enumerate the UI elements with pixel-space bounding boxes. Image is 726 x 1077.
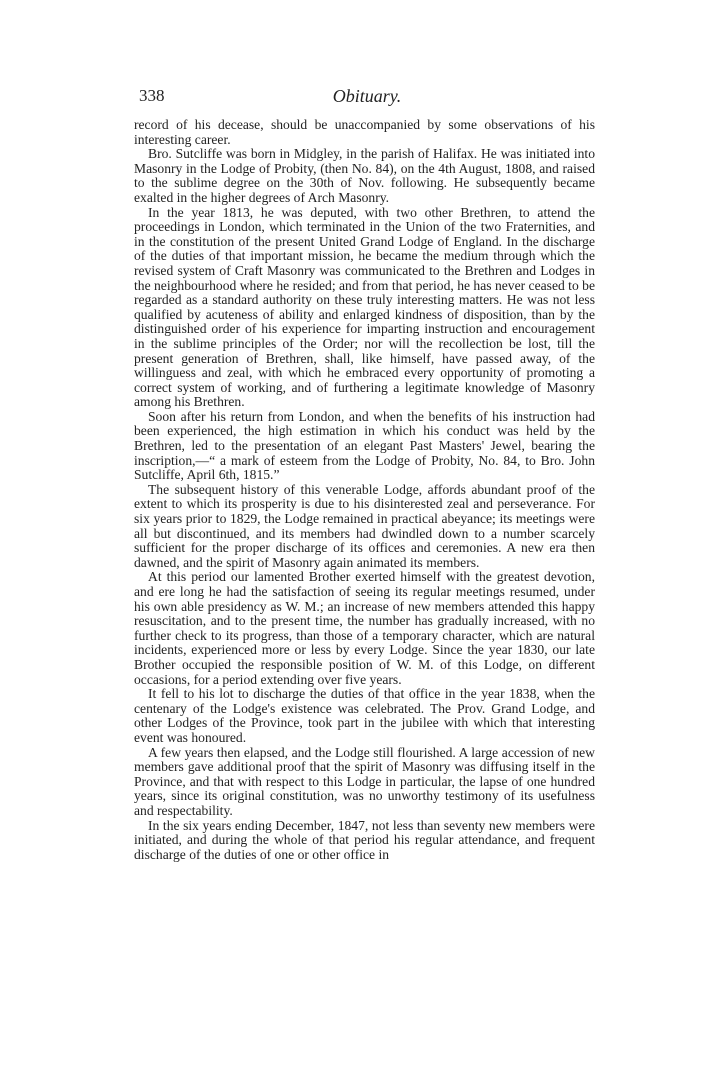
paragraph-london-mission: In the year 1813, he was deputed, with two other Brethren, to attend the proceedings in London, which terminated in the Union of the two Fraternities, and in the constitution of the present United Grand Lodge of England. In the discharge of the duties of that important mission, he became the medium through which the revised system of Craft Masonry was communicated to the Brethren and Lodges in the neighbourhood where he resided; and from that period, he has never ceased to be regarded as a standard authority on these truly interesting matters. He was not less qualified by acuteness of ability and enlarged kindness of disposition, than by the distinguished order of his experience for imparting instruction and encouragement in the sublime principles of the Order; nor will the recollection be lost, till the present generation of Brethren, shall, like himself, have passed away, of the willinguess and zeal, with which he embraced every opportunity of promoting a correct system of working, and of furthering a legitimate knowledge of Masonry among his Brethren. [134, 204, 595, 410]
page-number: 338 [139, 86, 165, 105]
paragraph-revival: At this period our lamented Brother exerted himself with the greatest devotion, and ere long he had the satisfaction of seeing its regular meetings resumed, under his own able presidency as W. M.; an increase of new members attended this happy resuscitation, and to the present time, the number has gradually increased, with no further check to its progress, than those of a temporary character, which are natural incidents, experienced more or less by every Lodge. Since the year 1830, our late Brother occupied the responsible position of W. M. of this Lodge, on different occasions, for a period extending over five years. [134, 569, 595, 687]
paragraph-birth-initiation: Bro. Sutcliffe was born in Midgley, in the parish of Halifax. He was initiated into Masonry in the Lodge of Probity, (then No. 84), on the 4th August, 1808, and raised to the sublime degree on the 30th of Nov. following. He subsequently became exalted in the higher degrees of Arch Masonry. [134, 146, 595, 205]
paragraph-flourishing: A few years then elapsed, and the Lodge still flourished. A large accession of new members gave additional proof that the spirit of Masonry was diffusing itself in the Province, and that with respect to this Lodge in particular, the lapse of one hundred years, since its original constitution, was no unworthy testimony of its usefulness and respectability. [134, 744, 595, 818]
paragraph-centenary: It fell to his lot to discharge the duties of that office in the year 1838, when the centenary of the Lodge's existence was celebrated. The Prov. Grand Lodge, and other Lodges of the Province, took part in the jubilee with which that interesting event was honoured. [134, 686, 595, 745]
paragraph-continued: record of his decease, should be unaccompanied by some observations of his interesting career. [134, 117, 595, 147]
paragraph-six-years: In the six years ending December, 1847, not less than seventy new members were initiated, and during the whole of that period his regular attendance, and frequent discharge of the duties of one or other office in [134, 817, 595, 862]
running-title: Obituary. [332, 86, 402, 106]
paragraph-lodge-history: The subsequent history of this venerable Lodge, affords abundant proof of the extent to which its prosperity is due to his disinterested zeal and perseverance. For six years prior to 1829, the Lodge remained in practical abeyance; its meetings were all but discontinued, and its members had dwindled down to a number scarcely sufficient for the proper discharge of its offices and ceremonies. A new era then dawned, and the spirit of Masonry again animated its members. [134, 481, 595, 570]
paragraph-jewel-presentation: Soon after his return from London, and when the benefits of his instruction had been experienced, the high estimation in which his conduct was held by the Brethren, led to the presentation of an elegant Past Masters' Jewel, bearing the inscription,—“ a mark of esteem from the Lodge of Probity, No. 84, to Bro. John Sutcliffe, April 6th, 1815.” [134, 408, 595, 483]
body-text [134, 118, 595, 862]
page-header [139, 86, 595, 110]
